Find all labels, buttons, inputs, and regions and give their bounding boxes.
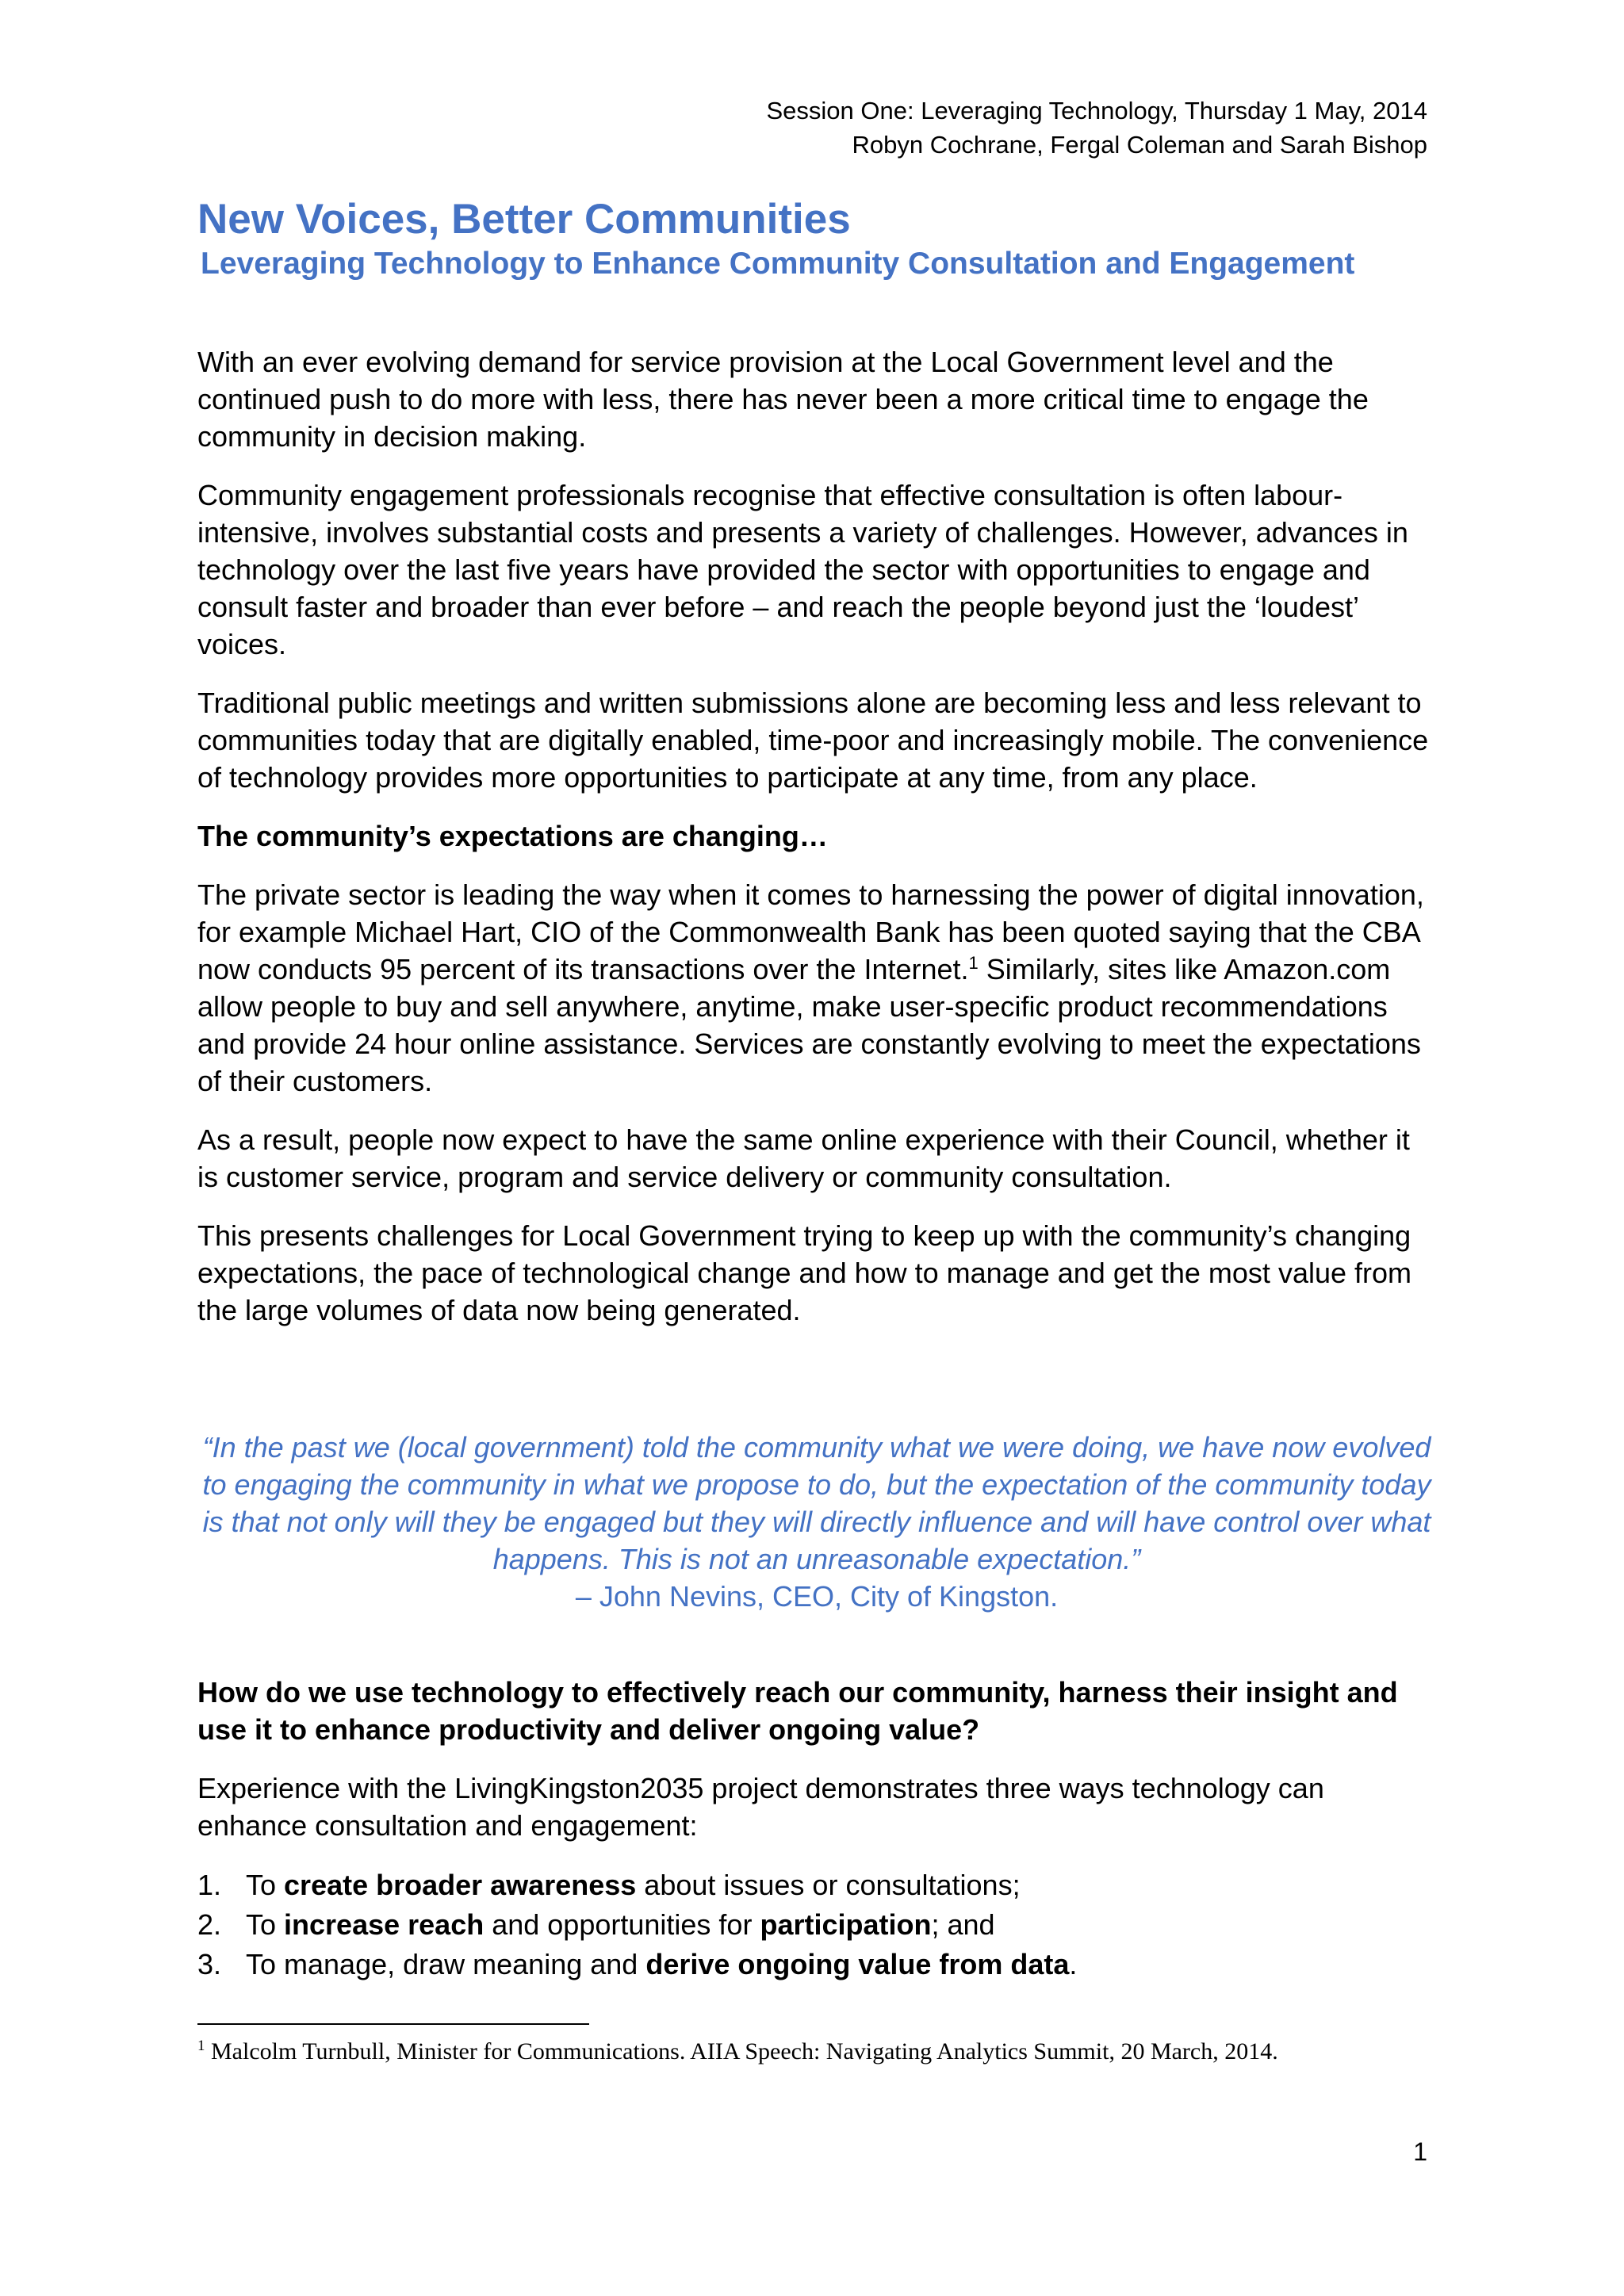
page-number: 1	[1413, 2137, 1427, 2166]
authors-line: Robyn Cochrane, Fergal Coleman and Sarah Bishop	[852, 131, 1427, 159]
footnote-reference: 1	[968, 953, 979, 973]
list-item-number: 3.	[197, 1948, 222, 1980]
section-intro: Experience with the LivingKingston2035 project demonstrates three ways technology can enhance consultation and engagement:	[197, 1772, 1324, 1842]
list-item	[197, 1905, 1434, 1945]
section-heading-expectations: The community’s expectations are changing…	[197, 820, 828, 852]
paragraph-4	[197, 876, 1434, 1100]
quote-text: “In the past we (local government) told the community what we were doing, we have now evolved to engaging the community in what we propose to do, but the expectation of the community today is that not only will they be engaged but they will directly influence and will have control over what happens. This is not an unreasonable expectation.”	[202, 1431, 1431, 1575]
body-section-2	[197, 1674, 1434, 1984]
footnote	[197, 2035, 1434, 2068]
quote-attribution: – John Nevins, CEO, City of Kingston.	[575, 1580, 1059, 1613]
footnote-separator	[197, 2023, 589, 2025]
footnote-number: 1	[197, 2038, 205, 2054]
list-item-text: To increase reach and opportunities for participation; and	[246, 1908, 995, 1941]
body-section-1	[197, 343, 1434, 1350]
numbered-list	[197, 1866, 1434, 1984]
paragraph-4-text-a: The private sector is leading the way when it comes to harnessing the power of digital innovation, for example Michael Hart, CIO of the Commonwealth Bank has been quoted saying that the CBA now conducts 95 percent of its transactions over the Internet.	[197, 878, 1424, 985]
paragraph-5: As a result, people now expect to have the same online experience with their Council, whether it is customer service, program and service delivery or community consultation.	[197, 1123, 1410, 1193]
list-item-number: 1.	[197, 1869, 222, 1901]
running-header	[476, 94, 1427, 162]
list-item-text: To manage, draw meaning and derive ongoing value from data.	[246, 1948, 1078, 1980]
pull-quote	[190, 1429, 1443, 1615]
section-heading-technology: How do we use technology to effectively reach our community, harness their insight and use it to enhance productivity and deliver ongoing value?	[197, 1676, 1398, 1746]
list-item	[197, 1945, 1434, 1984]
page-subtitle: Leveraging Technology to Enhance Community Consultation and Engagement	[201, 247, 1355, 281]
footnote-text: Malcolm Turnbull, Minister for Communications. AIIA Speech: Navigating Analytics Summit, 20 March, 2014.	[205, 2038, 1278, 2064]
title-block	[197, 195, 1434, 282]
list-item	[197, 1866, 1434, 1905]
paragraph-3: Traditional public meetings and written submissions alone are becoming less and less relevant to communities today that are digitally enabled, time-poor and increasingly mobile. The convenience of technology provides more opportunities to participate at any time, from any place.	[197, 687, 1429, 794]
paragraph-6: This presents challenges for Local Government trying to keep up with the community’s changing expectations, the pace of technological change and how to manage and get the most value from the large volumes of data now being generated.	[197, 1219, 1412, 1326]
paragraph-1: With an ever evolving demand for service provision at the Local Government level and the continued push to do more with less, there has never been a more critical time to engage the community in decision making.	[197, 346, 1369, 453]
paragraph-4-text-b: Similarly, sites like Amazon.com allow people to buy and sell anywhere, anytime, make user-specific product recommendations and provide 24 hour online assistance. Services are constantly evolving to meet the expectations of their customers.	[197, 953, 1421, 1097]
page-title: New Voices, Better Communities	[197, 196, 851, 243]
list-item-text: To create broader awareness about issues or consultations;	[246, 1869, 1021, 1901]
list-item-number: 2.	[197, 1908, 222, 1941]
paragraph-2: Community engagement professionals recognise that effective consultation is often labour-intensive, involves substantial costs and presents a variety of challenges. However, advances in technology over the last five years have provided the sector with opportunities to engage and consult faster and broader than ever before – and reach the people beyond just the ‘loudest’ voices.	[197, 479, 1408, 660]
session-line: Session One: Leveraging Technology, Thursday 1 May, 2014	[766, 97, 1427, 124]
